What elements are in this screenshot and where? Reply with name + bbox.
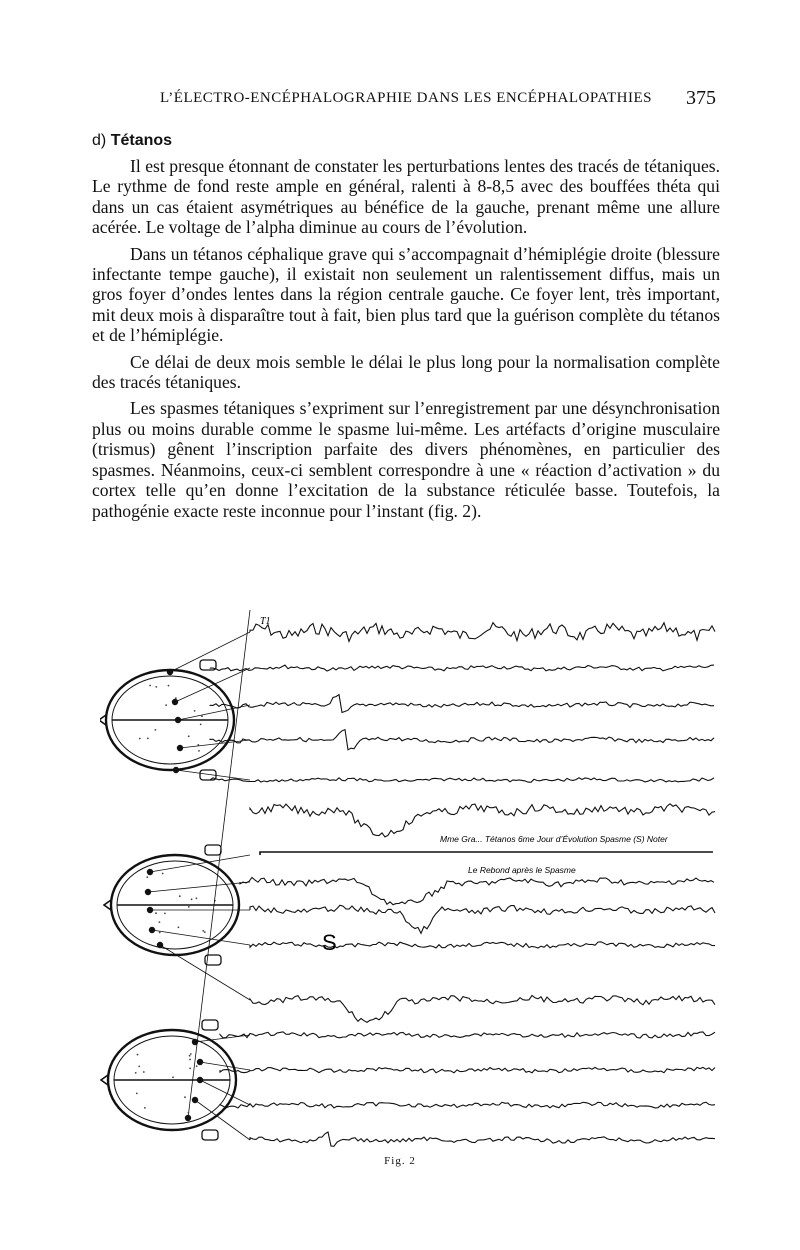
eeg-figure [100, 610, 720, 1180]
eeg-trace [210, 778, 714, 783]
section-label: d) [92, 132, 107, 149]
paragraph: Les spasmes tétaniques s’expriment sur l’enregistrement par une désynchronisation plus ou moins durable comme le spasme lui-même. Les artéfacts d’origine musculaire (trismus) gênent l’inscription parfaite des divers phénomènes, en particulier des spasmes. Néanmoins, ceux-ci semblent correspondre à une « réaction d’activation » du cortex telle qu’en donne l’excitation de la substance réticulée basse. Toutefois, la pathogénie exacte reste inconnue pour l’instant (fig. 2). [92, 398, 720, 521]
eeg-trace [250, 905, 715, 933]
eeg-trace [250, 804, 715, 837]
figure-annotation: Mme Gra... Tétanos 6me Jour d’Évolution Spasme (S) Noter [440, 834, 668, 844]
paragraph: Ce délai de deux mois semble le délai le plus long pour la normalisation complète des tracés tétaniques. [92, 351, 720, 393]
eeg-trace [250, 1132, 715, 1146]
head-diagram [104, 845, 250, 1000]
eeg-trace [250, 942, 715, 948]
running-title: L’ÉLECTRO-ENCÉPHALOGRAPHIE DANS LES ENCÉPHALOPATHIES [160, 90, 652, 106]
eeg-traces [210, 623, 715, 1146]
paragraph: Dans un tétanos céphalique grave qui s’accompagnait d’hémiplégie droite (blessure infectante tempe gauche), il existait non seulement un ralentissement diffus, mais un gros foyer d’ondes lentes dans la région centrale gauche. Ce foyer lent, très important, mit deux mois à disparaître tout à fait, bien plus tard que la guérison complète du tétanos et de l’hémiplégie. [92, 243, 720, 346]
eeg-trace [250, 623, 715, 642]
eeg-trace [220, 1032, 715, 1038]
eeg-trace [260, 852, 713, 855]
eeg-trace [220, 1102, 715, 1108]
paragraph: Il est presque étonnant de constater les perturbations lentes des tracés de tétaniques. Le rythme de fond reste ample en général, ralenti à 8-8,5 avec des bouffées théta qui dans un cas étaient asymétriques au bénéfice de la gauche, prenant même une allure acérée. Le voltage de l’alpha diminue au cours de l’évolution. [92, 156, 720, 238]
eeg-trace [220, 1067, 715, 1072]
section-heading [92, 132, 172, 150]
trace-marker: T1 [260, 616, 271, 627]
section-title: Tétanos [110, 132, 173, 149]
eeg-trace [210, 695, 714, 713]
head-diagram [100, 632, 250, 780]
eeg-trace [240, 877, 714, 904]
figure-caption: Fig. 2 [384, 1155, 416, 1167]
eeg-trace [210, 730, 714, 750]
spasm-mark: S [322, 930, 337, 955]
head-diagrams [100, 610, 250, 1140]
eeg-trace [210, 665, 714, 671]
figure-annotation-2: Le Rebond après le Spasme [468, 865, 576, 875]
page-number: 375 [686, 87, 716, 109]
running-head [0, 87, 800, 114]
body-text [92, 156, 720, 527]
eeg-trace [250, 995, 715, 1022]
